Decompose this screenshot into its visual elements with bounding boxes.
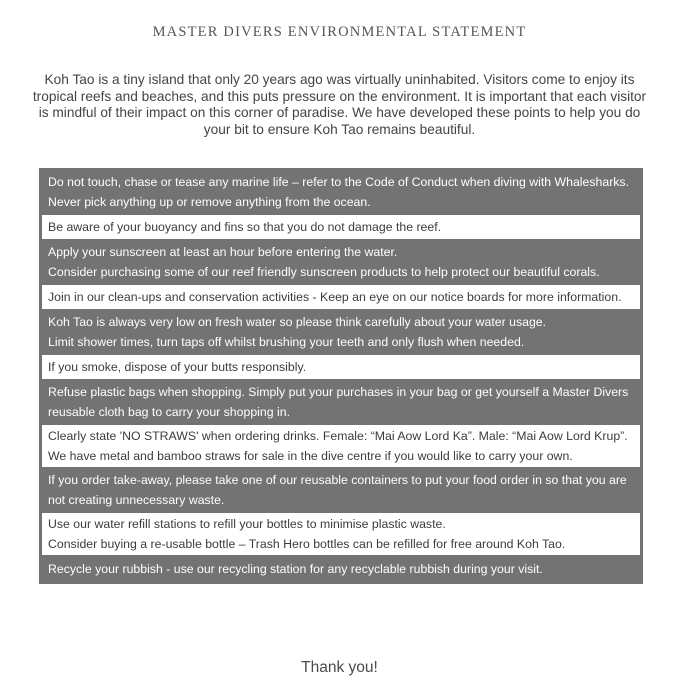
guideline-row — [42, 469, 640, 511]
guideline-text: Consider purchasing some of our reef friendly sunscreen products to help protect our beautiful corals. — [48, 265, 600, 279]
guideline-row — [42, 171, 640, 213]
intro-paragraph — [30, 72, 649, 138]
guideline-text: Apply your sunscreen at least an hour before entering the water. — [48, 245, 398, 259]
intro-line: Koh Tao is a tiny island that only 20 years ago was virtually uninhabited. Visitors come to enjoy its — [44, 72, 635, 87]
guideline-row — [42, 311, 640, 353]
guideline-text: Be aware of your buoyancy and fins so that you do not damage the reef. — [48, 220, 442, 234]
page-title: MASTER DIVERS ENVIRONMENTAL STATEMENT — [152, 24, 527, 40]
guideline-text: not creating unnecessary waste. — [48, 493, 225, 507]
guideline-text: Consider buying a re-usable bottle – Trash Hero bottles can be refilled for free around Koh Tao. — [48, 537, 566, 551]
guideline-text: We have metal and bamboo straws for sale in the dive centre if you would like to carry your own. — [48, 449, 573, 463]
intro-line: is mindful of their impact on this corner of paradise. We have developed these points to help you do — [38, 105, 641, 120]
guideline-text: Koh Tao is always very low on fresh water so please think carefully about your water usage. — [48, 315, 547, 329]
guideline-text: Recycle your rubbish - use our recycling station for any recyclable rubbish during your visit. — [48, 562, 543, 576]
intro-line: your bit to ensure Koh Tao remains beautiful. — [203, 121, 476, 137]
guideline-row — [42, 513, 640, 555]
guideline-text: Clearly state 'NO STRAWS' when ordering drinks. Female: “Mai Aow Lord Ka”. Male: “Mai Aow Lord Krup”. — [48, 429, 628, 443]
intro-line: tropical reefs and beaches, and this puts pressure on the environment. It is important that each visitor — [32, 88, 647, 104]
guideline-row — [42, 355, 640, 379]
guideline-text: Do not touch, chase or tease any marine life – refer to the Code of Conduct when diving with Whalesharks. — [48, 175, 629, 189]
guideline-text: If you order take-away, please take one of our reusable containers to put your food order in so that you are — [48, 473, 627, 487]
guideline-row — [42, 381, 640, 423]
guideline-text: Join in our clean-ups and conservation activities - Keep an eye on our notice boards for more information. — [48, 290, 622, 304]
guideline-text: Limit shower times, turn taps off whilst brushing your teeth and only flush when needed. — [48, 335, 525, 349]
guidelines-table — [39, 168, 643, 584]
guideline-text: Refuse plastic bags when shopping. Simply put your purchases in your bag or get yourself a Master Divers — [48, 385, 629, 399]
guideline-text: If you smoke, dispose of your butts responsibly. — [48, 360, 307, 374]
guideline-row — [42, 557, 640, 581]
guideline-text: Never pick anything up or remove anything from the ocean. — [48, 195, 371, 209]
guideline-text: Use our water refill stations to refill your bottles to minimise plastic waste. — [48, 517, 446, 531]
thank-you-text: Thank you! — [301, 659, 378, 676]
guideline-row — [42, 241, 640, 283]
guideline-text: reusable cloth bag to carry your shopping in. — [48, 405, 290, 419]
guideline-row — [42, 285, 640, 309]
guideline-row — [42, 215, 640, 239]
guideline-row — [42, 425, 640, 467]
